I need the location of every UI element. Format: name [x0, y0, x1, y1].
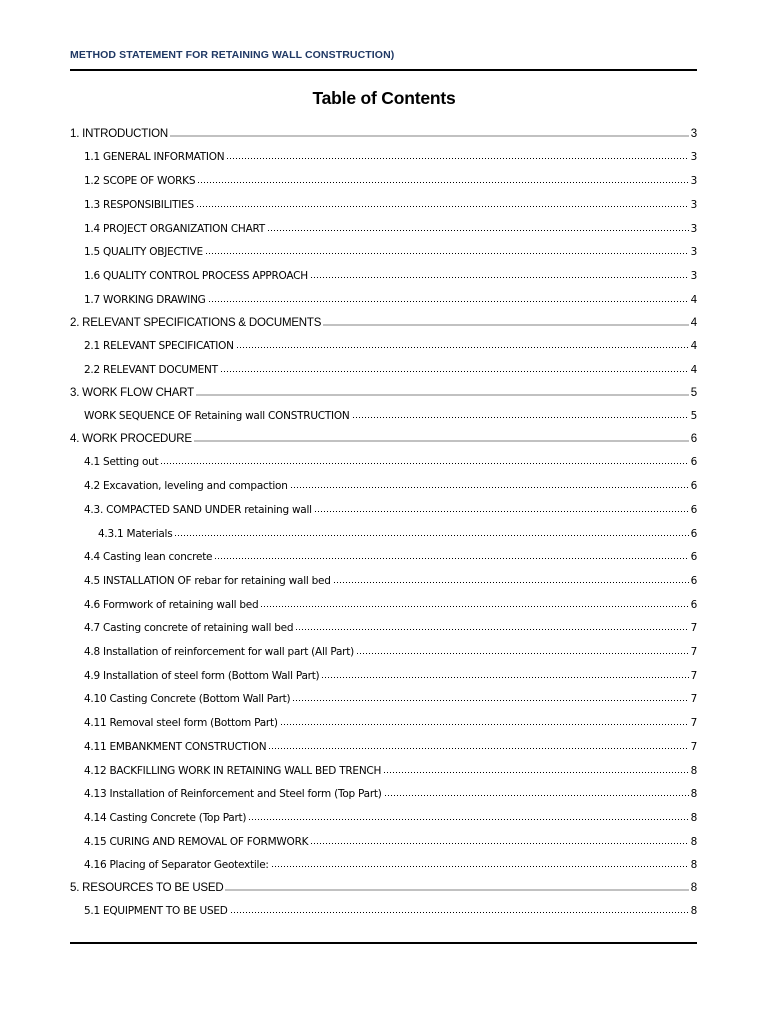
toc-entry[interactable]	[84, 806, 697, 824]
dot-leader	[384, 793, 689, 797]
toc-entry-label: 4.14 Casting Concrete (Top Part)	[84, 812, 247, 824]
toc-entry-label: 2.2 RELEVANT DOCUMENT	[84, 364, 218, 376]
toc-entry[interactable]	[84, 145, 697, 163]
toc-entry[interactable]	[84, 711, 697, 729]
dot-leader	[271, 864, 689, 868]
toc-entry-page: 5	[690, 410, 697, 422]
toc-entry-label: 1.6 QUALITY CONTROL PROCESS APPROACH	[84, 270, 308, 282]
toc-entry[interactable]	[84, 616, 697, 634]
toc-entry-label: 4.9 Installation of steel form (Bottom Wall Part)	[84, 670, 320, 682]
dot-leader	[356, 651, 689, 655]
toc-entry-page: 3	[690, 175, 697, 187]
toc-entry[interactable]	[70, 876, 697, 894]
toc-entry-page: 3	[690, 223, 697, 235]
toc-entry-label: 4.11 EMBANKMENT CONSTRUCTION	[84, 741, 267, 753]
toc-entry-label: 1.4 PROJECT ORGANIZATION CHART	[84, 223, 265, 235]
toc-entry[interactable]	[70, 381, 697, 399]
dot-leader	[314, 509, 689, 513]
toc-entry-page: 4	[690, 340, 697, 352]
toc-entry-label: 4.4 Casting lean concrete	[84, 551, 213, 563]
toc-entry-label: 2.1 RELEVANT SPECIFICATION	[84, 340, 234, 352]
toc-entry-page: 7	[690, 670, 697, 682]
toc-entry-page: 3	[690, 270, 697, 282]
dot-leader	[236, 345, 689, 349]
toc-entry-page: 6	[690, 528, 697, 540]
dot-leader	[205, 251, 689, 255]
toc-entry[interactable]	[84, 735, 697, 753]
dot-leader	[196, 204, 689, 208]
toc-entry-label: 4.11 Removal steel form (Bottom Part)	[84, 717, 278, 729]
toc-entry[interactable]	[84, 830, 697, 848]
toc-entry-page: 6	[690, 504, 697, 516]
toc-entry-label: 4.15 CURING AND REMOVAL OF FORMWORK	[84, 836, 309, 848]
toc-entry[interactable]	[84, 545, 697, 563]
toc-entry-label: 4.8 Installation of reinforcement for wall part (All Part)	[84, 646, 354, 658]
toc-entry-label: 4.3.1 Materials	[98, 528, 173, 540]
toc-entry-label: 4.12 BACKFILLING WORK IN RETAINING WALL BED TRENCH	[84, 765, 382, 777]
dot-leader	[352, 415, 689, 419]
toc-entry-label: 4.6 Formwork of retaining wall bed	[84, 599, 259, 611]
toc-entry-label: 1.1 GENERAL INFORMATION	[84, 151, 225, 163]
dot-leader	[214, 556, 688, 560]
toc-entry-page: 3	[690, 128, 697, 140]
toc-entry[interactable]	[84, 334, 697, 352]
dot-leader	[280, 722, 689, 726]
dot-leader	[267, 228, 689, 232]
dot-leader	[292, 698, 688, 702]
dot-leader	[230, 910, 689, 914]
toc-entry-label: 5. RESOURCES TO BE USED	[70, 882, 224, 894]
toc-entry-label: 3. WORK FLOW CHART	[70, 387, 194, 399]
toc-entry-label: 1.2 SCOPE OF WORKS	[84, 175, 196, 187]
toc-entry[interactable]	[84, 498, 697, 516]
toc-entry[interactable]	[84, 358, 697, 376]
toc-entry-page: 6	[690, 575, 697, 587]
toc-entry-label: 1.5 QUALITY OBJECTIVE	[84, 246, 203, 258]
toc-entry-page: 6	[690, 551, 697, 563]
dot-leader	[208, 299, 689, 303]
toc-entry-page: 5	[690, 387, 697, 399]
running-header: METHOD STATEMENT FOR RETAINING WALL CONSTRUCTION)	[70, 49, 395, 61]
toc-entry[interactable]	[84, 404, 697, 422]
toc-entry-page: 3	[690, 151, 697, 163]
toc-entry[interactable]	[84, 640, 697, 658]
toc-entry-label: 4.2 Excavation, leveling and compaction	[84, 480, 288, 492]
toc-entry-label: 1.3 RESPONSIBILITIES	[84, 199, 194, 211]
dot-leader	[160, 461, 688, 465]
toc-entry-page: 6	[690, 456, 697, 468]
toc-entry-page: 6	[690, 599, 697, 611]
toc-entry[interactable]	[84, 217, 697, 235]
toc-entry[interactable]	[84, 169, 697, 187]
toc-entry-page: 8	[690, 836, 697, 848]
toc-entry-page: 8	[690, 859, 697, 871]
toc-entry-page: 8	[690, 765, 697, 777]
dot-leader	[310, 841, 688, 845]
toc-entry[interactable]	[84, 759, 697, 777]
toc-entry-page: 4	[690, 294, 697, 306]
dot-leader	[197, 180, 688, 184]
toc-entry-label: 4.10 Casting Concrete (Bottom Wall Part)	[84, 693, 291, 705]
toc-entry-page: 8	[690, 882, 697, 894]
toc-entry[interactable]	[84, 782, 697, 800]
toc-entry-page: 6	[690, 433, 697, 445]
dot-leader	[310, 275, 689, 279]
toc-entry-page: 8	[690, 788, 697, 800]
toc-entry[interactable]	[70, 122, 697, 140]
toc-entry[interactable]	[84, 450, 697, 468]
toc-entry[interactable]	[84, 899, 697, 917]
toc-entry-page: 4	[690, 364, 697, 376]
dot-leader	[290, 485, 689, 489]
dot-leader	[174, 533, 688, 537]
toc-entry[interactable]	[84, 853, 697, 871]
toc-entry[interactable]	[84, 569, 697, 587]
toc-entry[interactable]	[84, 687, 697, 705]
toc-entry-page: 8	[690, 905, 697, 917]
toc-entry-page: 7	[690, 622, 697, 634]
toc-entry[interactable]	[70, 427, 697, 445]
dot-leader	[333, 580, 689, 584]
dot-leader	[323, 323, 689, 326]
toc-entry-page: 7	[690, 741, 697, 753]
toc-entry[interactable]	[84, 474, 697, 492]
toc-title: Table of Contents	[312, 88, 456, 108]
dot-leader	[226, 156, 688, 160]
header-rule	[70, 69, 697, 71]
dot-leader	[268, 746, 688, 750]
toc-entry-label: 4.5 INSTALLATION OF rebar for retaining wall bed	[84, 575, 331, 587]
dot-leader	[225, 888, 688, 891]
toc-entry[interactable]	[84, 193, 697, 211]
toc-entry[interactable]	[84, 593, 697, 611]
dot-leader	[248, 817, 688, 821]
dot-leader	[220, 369, 689, 373]
toc-entry-label: 5.1 EQUIPMENT TO BE USED	[84, 905, 228, 917]
toc-entry-page: 4	[690, 317, 697, 329]
dot-leader	[170, 134, 689, 137]
toc-entry-label: 2. RELEVANT SPECIFICATIONS & DOCUMENTS	[70, 317, 322, 329]
dot-leader	[260, 604, 688, 608]
footer-rule	[70, 942, 697, 944]
toc-entry-label: WORK SEQUENCE OF Retaining wall CONSTRUCTION	[84, 410, 350, 422]
toc-entry-page: 3	[690, 246, 697, 258]
toc-entry-label: 4.7 Casting concrete of retaining wall bed	[84, 622, 294, 634]
toc-entry-page: 6	[690, 480, 697, 492]
toc-entry-page: 7	[690, 693, 697, 705]
toc-entry-page: 8	[690, 812, 697, 824]
toc-entry-label: 4.16 Placing of Separator Geotextile:	[84, 859, 269, 871]
toc-entry-label: 4.1 Setting out	[84, 456, 159, 468]
toc-entry[interactable]	[70, 311, 697, 329]
dot-leader	[194, 439, 689, 442]
dot-leader	[321, 675, 688, 679]
toc-entry-label: 4. WORK PROCEDURE	[70, 433, 192, 445]
toc-entry-label: 4.3. COMPACTED SAND UNDER retaining wall	[84, 504, 312, 516]
toc-entry-page: 7	[690, 717, 697, 729]
toc-entry-label: 1. INTRODUCTION	[70, 128, 168, 140]
toc-entry[interactable]	[84, 664, 697, 682]
dot-leader	[295, 627, 688, 631]
dot-leader	[196, 393, 689, 396]
dot-leader	[383, 770, 688, 774]
toc-entry-page: 3	[690, 199, 697, 211]
toc-entry[interactable]	[84, 264, 697, 282]
toc-entry-label: 1.7 WORKING DRAWING	[84, 294, 206, 306]
toc-entry[interactable]	[84, 288, 697, 306]
toc-entry[interactable]	[98, 522, 697, 540]
toc-entry-page: 7	[690, 646, 697, 658]
toc-entry[interactable]	[84, 240, 697, 258]
toc-entry-label: 4.13 Installation of Reinforcement and Steel form (Top Part)	[84, 788, 382, 800]
